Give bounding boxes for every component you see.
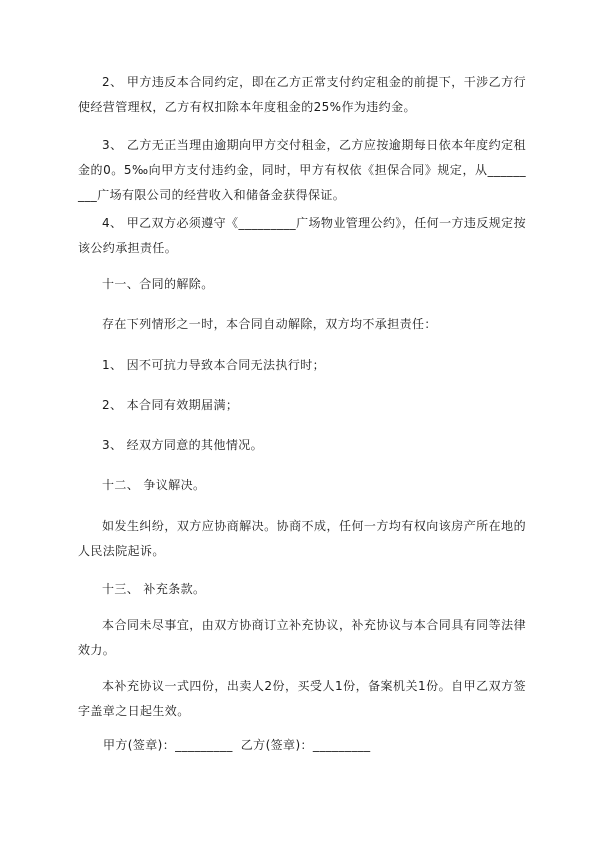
signature-line: [103, 733, 371, 758]
termination-item-2: 2、 本合同有效期届满；: [102, 398, 239, 412]
section-11-heading: 十一、合同的解除。: [102, 277, 214, 291]
clause-4-property-rules: 4、 甲乙双方必须遵守《_________广场物业管理公约》，任何一方违反规定按该公约承担责任。: [78, 216, 526, 255]
clause-3-late-payment: 3、 乙方无正当理由逾期向甲方交付租金，乙方应按逾期每日依本年度约定租金的0。5‰向甲方支付违约金，同时，甲方有权依《担保合同》规定，从_________广场有限公司的经营收入和储备金获得保证。: [78, 138, 526, 202]
copies-and-effect-text: 本补充协议一式四份，出卖人2份，买受人1份，备案机关1份。自甲乙双方签字盖章之日起生效。: [78, 679, 526, 718]
termination-item-3: 3、 经双方同意的其他情况。: [102, 438, 264, 452]
dispute-resolution-text: 如发生纠纷，双方应协商解决。协商不成，任何一方均有权向该房产所在地的人民法院起诉。: [78, 519, 526, 558]
section-12-heading: 十二、 争议解决。: [102, 478, 206, 492]
termination-item-1: 1、 因不可抗力导致本合同无法执行时；: [102, 358, 326, 372]
termination-intro: 存在下列情形之一时，本合同自动解除，双方均不承担责任：: [102, 317, 437, 331]
party-b-signature: 乙方(签章)：_________: [240, 738, 371, 752]
supplementary-clause-text: 本合同未尽事宜，由双方协商订立补充协议，补充协议与本合同具有同等法律效力。: [78, 618, 526, 657]
party-a-signature: 甲方(签章)：_________: [103, 738, 233, 752]
section-13-heading: 十三、 补充条款。: [102, 582, 206, 596]
clause-2-penalty: 2、 甲方违反本合同约定，即在乙方正常支付约定租金的前提下，干涉乙方行使经营管理权，乙方有权扣除本年度租金的25%作为违约金。: [78, 75, 526, 114]
